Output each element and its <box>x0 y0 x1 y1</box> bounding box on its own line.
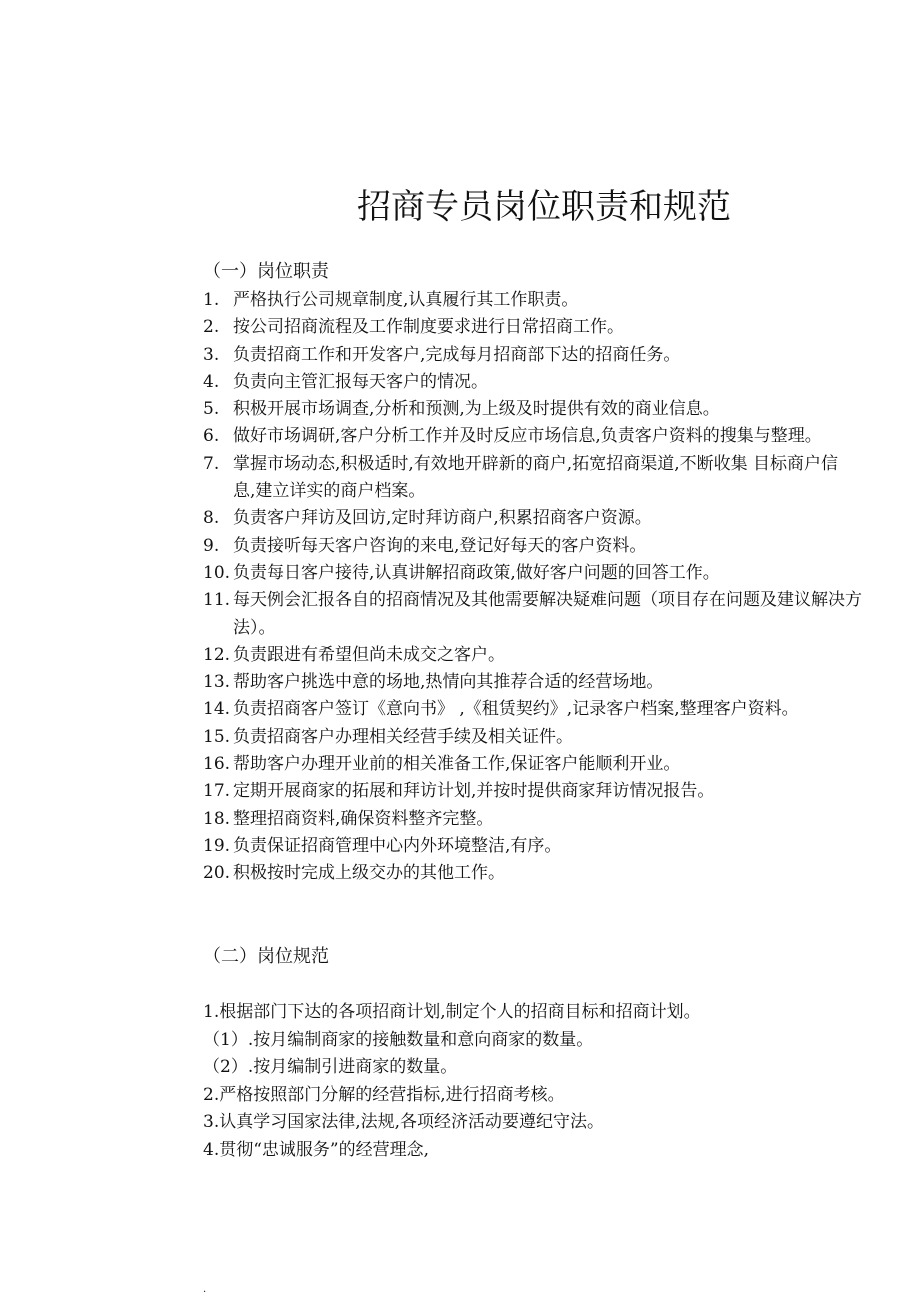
section-heading-duties: （一）岗位职责 <box>203 261 329 282</box>
list-item <box>203 342 893 369</box>
item-number: 9. <box>203 535 220 556</box>
item-text: 每天例会汇报各自的招商情况及其他需要解决疑难问题（项目存在问题及建议解决方法）。 <box>233 590 862 638</box>
item-text: 负责客户拜访及回访,定时拜访商户,积累招商客户资源。 <box>233 508 652 529</box>
list-item <box>203 669 893 696</box>
list-item <box>203 451 893 506</box>
item-number: 13. <box>203 672 231 693</box>
item-number: 6. <box>203 426 220 447</box>
item-text: 负责保证招商管理中心内外环境整洁,有序。 <box>233 835 562 856</box>
item-text: 帮助客户挑选中意的场地,热情向其推荐合适的经营场地。 <box>233 672 664 693</box>
item-number: 2. <box>203 317 220 338</box>
list-item <box>203 724 893 751</box>
item-text: 积极开展市场调查,分析和预测,为上级及时提供有效的商业信息。 <box>233 399 720 420</box>
item-text: 负责接听每天客户咨询的来电,登记好每天的客户资料。 <box>233 535 647 556</box>
list-item <box>203 533 893 560</box>
norm-item: 1.根据部门下达的各项招商计划,制定个人的招商目标和招商计划。 <box>203 1002 701 1022</box>
item-text: 严格执行公司规章制度,认真履行其工作职责。 <box>233 290 579 310</box>
item-number: 5. <box>203 399 220 420</box>
item-number: 12. <box>203 644 231 665</box>
list-item <box>203 423 893 450</box>
list-item <box>203 751 893 778</box>
item-number: 19. <box>203 835 231 856</box>
item-number: 8. <box>203 508 220 529</box>
norm-item: 3.认真学习国家法律,法规,各项经济活动要遵纪守法。 <box>203 1112 605 1132</box>
item-number: 3. <box>203 344 220 365</box>
list-item <box>203 505 893 532</box>
norm-item: （2）.按月编制引进商家的数量。 <box>203 1057 458 1077</box>
footer-mark: . <box>203 1284 207 1295</box>
list-item <box>203 860 893 887</box>
norms-list <box>203 999 701 1164</box>
list-item <box>203 287 893 314</box>
list-item <box>203 369 893 396</box>
list-item <box>203 314 893 341</box>
item-number: 16. <box>203 754 231 775</box>
item-number: 10. <box>203 562 231 583</box>
item-text: 掌握市场动态,积极适时,有效地开辟新的商户,拓宽招商渠道,不断收集 目标商户信息,建立详实的商户档案。 <box>233 453 839 502</box>
item-text: 按公司招商流程及工作制度要求进行日常招商工作。 <box>233 317 624 338</box>
item-number: 1. <box>203 290 220 310</box>
item-number: 4. <box>203 371 220 392</box>
item-text: 负责跟进有希望但尚未成交之客户。 <box>233 644 505 665</box>
list-item <box>203 778 893 805</box>
item-number: 7. <box>203 453 220 474</box>
item-number: 14. <box>203 699 231 720</box>
item-text: 负责招商客户办理相关经营手续及相关证件。 <box>233 726 573 747</box>
item-text: 负责向主管汇报每天客户的情况。 <box>233 371 488 392</box>
item-number: 20. <box>203 863 231 884</box>
item-text: 帮助客户办理开业前的相关准备工作,保证客户能顺利开业。 <box>233 754 681 775</box>
list-item <box>203 587 893 642</box>
item-text: 积极按时完成上级交办的其他工作。 <box>233 863 505 884</box>
item-text: 负责招商客户签订《意向书》 ,《租赁契约》,记录客户档案,整理客户资料。 <box>233 699 799 720</box>
duties-list <box>203 287 893 888</box>
list-item <box>203 806 893 833</box>
item-text: 定期开展商家的拓展和拜访计划,并按时提供商家拜访情况报告。 <box>233 781 715 802</box>
list-item <box>203 560 893 587</box>
item-text: 做好市场调研,客户分析工作并及时反应市场信息,负责客户资料的搜集与整理。 <box>233 426 822 447</box>
norm-item: （1）.按月编制商家的接触数量和意向商家的数量。 <box>203 1029 594 1050</box>
norm-item: 4.贯彻“忠诚服务”的经营理念, <box>203 1139 430 1160</box>
item-number: 17. <box>203 781 231 802</box>
list-item <box>203 396 893 423</box>
item-number: 15. <box>203 726 231 747</box>
item-text: 整理招商资料,确保资料整齐完整。 <box>233 808 494 829</box>
item-number: 11. <box>203 590 231 611</box>
section-heading-norms: （二）岗位规范 <box>203 946 329 967</box>
item-text: 负责招商工作和开发客户,完成每月招商部下达的招商任务。 <box>233 344 681 365</box>
item-text: 负责每日客户接待,认真讲解招商政策,做好客户问题的回答工作。 <box>233 562 720 583</box>
document-title: 招商专员岗位职责和规范 <box>357 187 731 227</box>
norm-item: 2.严格按照部门分解的经营指标,进行招商考核。 <box>203 1084 565 1105</box>
list-item <box>203 696 893 723</box>
list-item <box>203 642 893 669</box>
list-item <box>203 833 893 860</box>
item-number: 18. <box>203 808 231 829</box>
